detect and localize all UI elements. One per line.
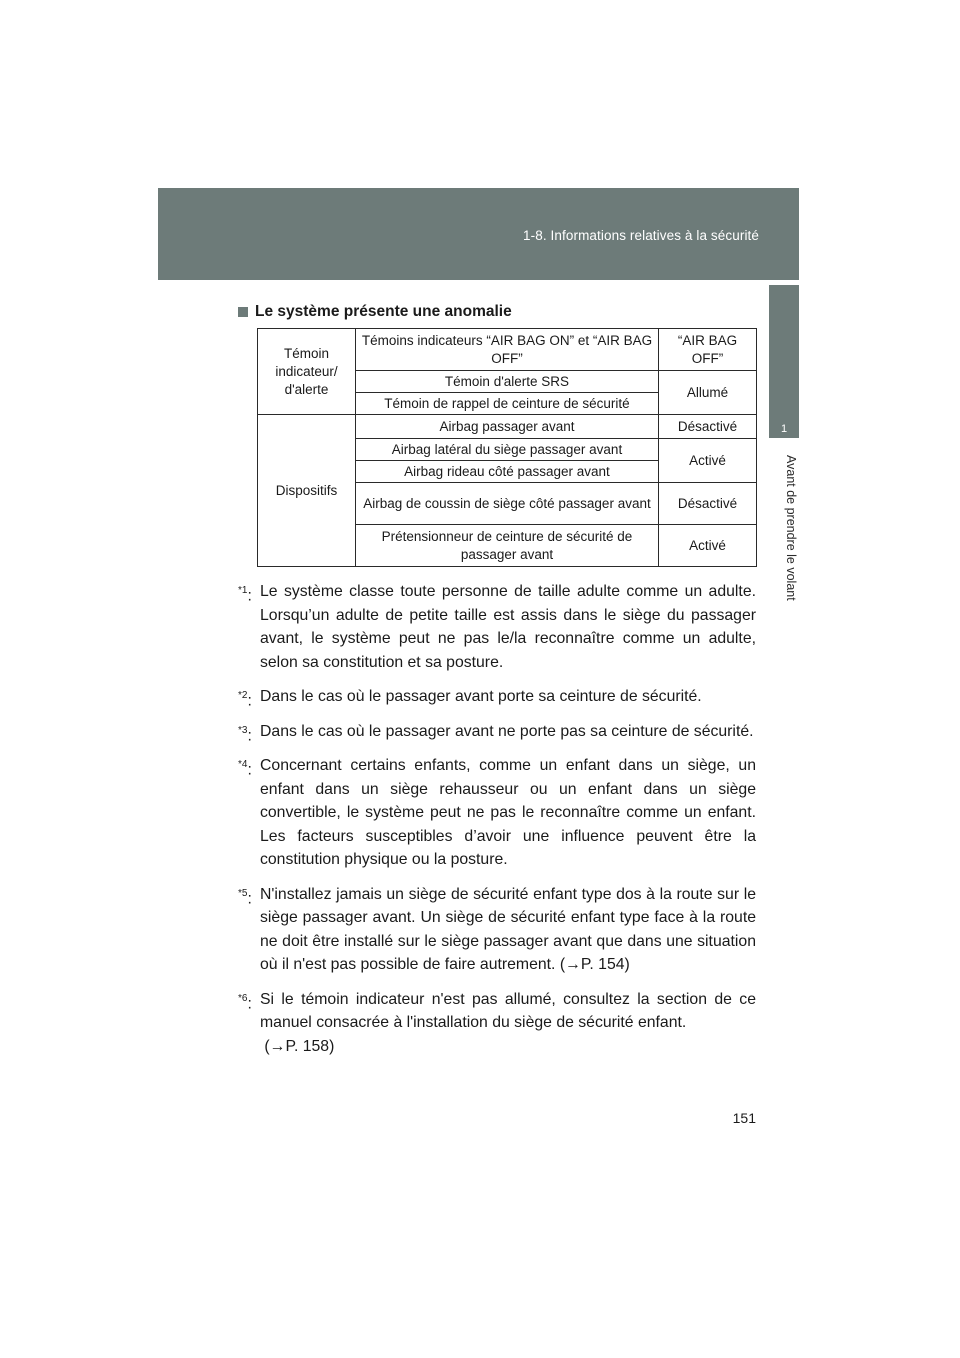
airbag-status-table	[257, 328, 757, 567]
footnote	[238, 988, 756, 1059]
chapter-number: 1	[780, 423, 788, 435]
row-front-airbag-status: Désactivé	[659, 415, 757, 439]
footnote-text: Dans le cas où le passager avant ne porte pas sa ceinture de sécurité.	[260, 722, 754, 740]
row-side-airbag: Airbag latéral du siège passager avant	[356, 439, 659, 461]
footnote-text: Si le témoin indicateur n'est pas allumé, consultez la section de ce manuel consacrée à l'installation du siège de sécurité enfant.	[260, 990, 756, 1031]
footnote	[238, 883, 756, 977]
row-srs-seatbelt-status: Allumé	[659, 371, 757, 415]
header-band	[158, 188, 799, 280]
footnote-text: Le système classe toute personne de taille adulte comme un adulte. Lorsqu’un adulte de petite taille est assis dans le siège du passager avant, le système peut ne pas le/la reconnaître comme un adulte, selon sa constitution et sa posture.	[260, 583, 756, 671]
row-curtain-airbag: Airbag rideau côté passager avant	[356, 461, 659, 483]
row-pretensioner: Prétensionneur de ceinture de sécurité de passager avant	[356, 525, 659, 567]
row-cushion-airbag: Airbag de coussin de siège côté passager avant	[356, 483, 659, 525]
row-front-airbag: Airbag passager avant	[356, 415, 659, 439]
footnote	[238, 685, 756, 709]
footnote	[238, 754, 756, 872]
page-reference: (→P. 154)	[559, 956, 630, 973]
section-title: 1-8. Informations relatives à la sécurité	[523, 228, 759, 243]
row-pretensioner-status: Activé	[659, 525, 757, 567]
group-indicators: Témoin indicateur/ d'alerte	[258, 329, 356, 415]
footnote-text: Concernant certains enfants, comme un enfant dans un siège, un enfant dans un siège rehausseur ou un enfant dans un siège convertible, le système peut ne pas le reconnaître comme un enfant. Les facteurs susceptibles d’avoir une influence peuvent être la constitution physique ou la posture.	[260, 757, 756, 868]
square-bullet-icon	[238, 307, 248, 317]
chapter-tab	[769, 285, 799, 438]
page-number: 151	[732, 1110, 756, 1126]
footnote-mark: $^{*5}$:	[238, 887, 252, 907]
chapter-title: Avant de prendre le volant	[784, 455, 798, 601]
row-seatbelt-reminder: Témoin de rappel de ceinture de sécurité	[356, 393, 659, 415]
row-srs-warning: Témoin d'alerte SRS	[356, 371, 659, 393]
footnote-text: Dans le cas où le passager avant porte sa ceinture de sécurité.	[260, 688, 702, 705]
footnote-text: N'installez jamais un siège de sécurité enfant type dos à la route sur le siège passager avant. Un siège de sécurité enfant type face à la route ne doit être installé sur le siège passager avant que dans une situation où il n'est pas possible de faire autrement.	[260, 885, 756, 973]
footnote	[238, 580, 756, 674]
row-airbag-indicators: Témoins indicateurs “AIR BAG ON” et “AIR BAG OFF”	[356, 329, 659, 371]
row-side-curtain-status: Activé	[659, 439, 757, 483]
page-reference: (→P. 158)	[260, 1037, 335, 1055]
section-heading-text: Le système présente une anomalie	[255, 303, 512, 320]
footnotes	[238, 580, 756, 1069]
footnote	[238, 720, 756, 744]
group-devices: Dispositifs	[258, 415, 356, 567]
footnote-mark: $^{*2}$:	[238, 690, 252, 710]
row-airbag-indicators-status: “AIR BAG OFF”	[659, 329, 757, 371]
footnote-mark: $^{*1}$:	[238, 585, 252, 605]
footnote-mark: $^{*4}$:	[238, 759, 252, 779]
footnote-mark: $^{*6}$:	[238, 992, 252, 1012]
row-cushion-airbag-status: Désactivé	[659, 483, 757, 525]
section-heading	[238, 303, 512, 321]
footnote-mark: $^{*3}$:	[238, 724, 252, 744]
